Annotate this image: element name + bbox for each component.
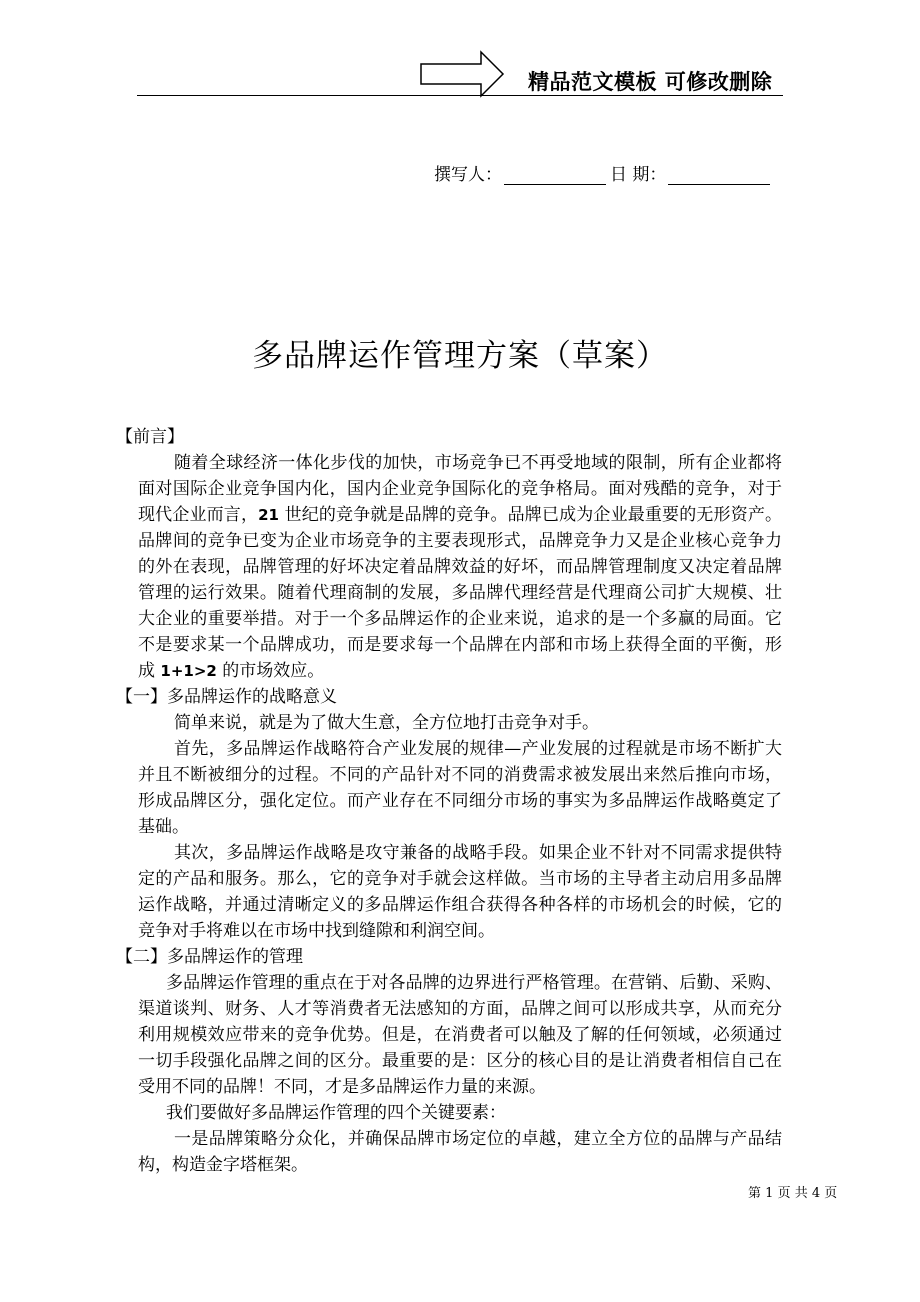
page-prefix: 第 [748, 1186, 762, 1201]
page-current: 1 [765, 1186, 774, 1201]
header-divider [137, 95, 783, 96]
page-suffix: 页 [824, 1186, 838, 1201]
section-heading-strategy: 【一】多品牌运作的战略意义 [116, 687, 337, 707]
preface-text-b: 世纪的竞争就是品牌的竞争。品牌已成为企业最重要的无形资产。品牌间的竞争已变为企业市场竞争的主要表现形式，品牌竞争力又是企业核心竞争力的外在表现，品牌管理的好坏决定着品牌效益的好坏，而品牌管理制度又决定着品牌管理的运行效果。随着代理商制的发展，多品牌代理经营是代理商公司扩大规模、壮大企业的重要举措。对于一个多品牌运作的企业来说，追求的是一个多赢的局面。它不是要求某一个品牌成功，而是要求每一个品牌在内部和市场上获得全面的平衡，形成 [138, 505, 783, 681]
date-label: 日 期： [610, 165, 667, 185]
preface-formula: 1+1>2 [160, 662, 217, 680]
strategy-paragraph-1: 简单来说，就是为了做大生意，全方位地打击竞争对手。 [174, 713, 599, 733]
preface-paragraph [138, 450, 782, 684]
section-heading-preface: 【前言】 [116, 427, 184, 447]
page-mid: 页 共 [777, 1186, 808, 1201]
arrow-right-icon [419, 50, 505, 98]
section-heading-management: 【二】多品牌运作的管理 [116, 947, 303, 967]
date-blank-field[interactable] [668, 166, 770, 185]
author-blank-field[interactable] [504, 166, 606, 185]
strategy-paragraph-3: 其次，多品牌运作战略是攻守兼备的战略手段。如果企业不针对不同需求提供特定的产品和服务。那么，它的竞争对手就会这样做。当市场的主导者主动启用多品牌运作战略，并通过清晰定义的多品牌运作组合获得各种各样的市场机会的时候，它的竞争对手将难以在市场中找到缝隙和利润空间。 [138, 843, 782, 941]
header-banner-text: 精品范文模板 可修改删除 [528, 70, 773, 94]
preface-text-c: 的市场效应。 [216, 661, 325, 681]
document-body [116, 424, 782, 1178]
page-number-footer [748, 1182, 837, 1201]
preface-text-a: 随着全球经济一体化步伐的加快，市场竞争已不再受地域的限制，所有企业都将面对国际企业竞争国内化，国内企业竞争国际化的竞争格局。面对残酷的竞争，对于现代企业而言， [138, 453, 782, 525]
meta-row [434, 160, 772, 185]
page-total: 4 [811, 1186, 821, 1201]
management-paragraph-2: 我们要做好多品牌运作管理的四个关键要素： [166, 1103, 506, 1123]
author-label: 撰写人： [434, 165, 502, 185]
document-title: 多品牌运作管理方案（草案） [252, 338, 668, 374]
management-paragraph-1: 多品牌运作管理的重点在于对各品牌的边界进行严格管理。在营销、后勤、采购、渠道谈判、财务、人才等消费者无法感知的方面，品牌之间可以形成共享，从而充分利用规模效应带来的竞争优势。但是，在消费者可以触及了解的任何领域，必须通过一切手段强化品牌之间的区分。最重要的是：区分的核心目的是让消费者相信自己在受用不同的品牌！不同，才是多品牌运作力量的来源。 [138, 973, 782, 1097]
management-paragraph-3: 一是品牌策略分众化，并确保品牌市场定位的卓越，建立全方位的品牌与产品结构，构造金字塔框架。 [138, 1129, 782, 1175]
strategy-paragraph-2: 首先，多品牌运作战略符合产业发展的规律—产业发展的过程就是市场不断扩大并且不断被细分的过程。不同的产品针对不同的消费需求被发展出来然后推向市场，形成品牌区分，强化定位。而产业存在不同细分市场的事实为多品牌运作战略奠定了基础。 [138, 739, 782, 837]
preface-number: 21 [258, 506, 279, 524]
